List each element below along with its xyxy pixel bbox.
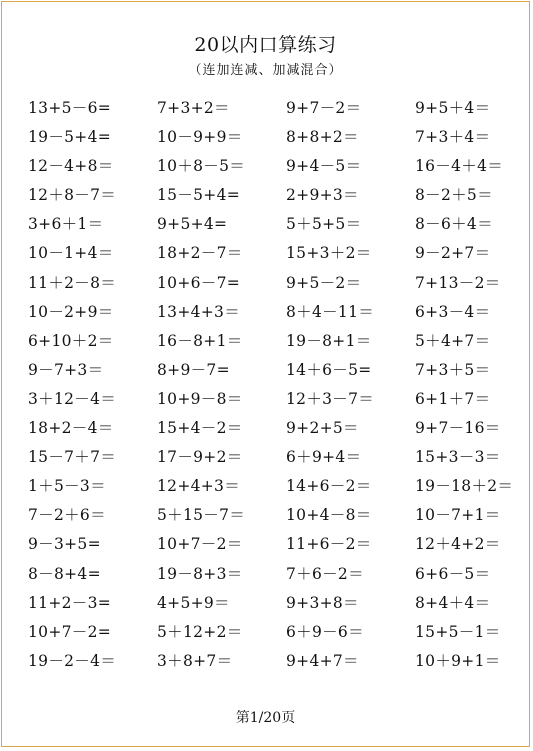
arithmetic-problem: 10－7+1＝ <box>415 506 501 525</box>
arithmetic-problem: 13+4+3＝ <box>157 302 241 321</box>
arithmetic-problem: 9+7－2＝ <box>286 99 362 117</box>
arithmetic-problem: 10－9+9＝ <box>157 128 243 147</box>
arithmetic-problem: 10+7－2＝ <box>157 535 243 554</box>
arithmetic-problem: 10+6－7= <box>157 273 241 292</box>
arithmetic-problem: 9+2+5＝ <box>286 419 359 438</box>
arithmetic-problem: 7+3＋5＝ <box>415 360 491 379</box>
arithmetic-problem: 8－2＋5＝ <box>415 186 493 205</box>
arithmetic-problem: 8－8+4= <box>28 564 101 583</box>
arithmetic-problem: 19－5+4= <box>28 128 112 147</box>
arithmetic-problem: 19－8+3＝ <box>157 564 243 583</box>
arithmetic-problem: 13+5－6= <box>28 99 112 117</box>
arithmetic-problem: 8+4＋4＝ <box>415 593 491 612</box>
arithmetic-problem: 19－18＋2＝ <box>415 477 514 496</box>
arithmetic-problem: 10+4－8＝ <box>286 506 372 525</box>
arithmetic-problem: 15+3＋2＝ <box>286 244 372 263</box>
arithmetic-problem: 6+3－4＝ <box>415 302 491 321</box>
arithmetic-problem: 10＋8－5＝ <box>157 157 246 176</box>
arithmetic-problem: 15－5+4= <box>157 186 241 205</box>
arithmetic-problem: 6+10＋2＝ <box>28 331 114 350</box>
arithmetic-problem: 15+4－2＝ <box>157 419 243 438</box>
arithmetic-problem: 12＋8－7＝ <box>28 186 117 205</box>
arithmetic-problem: 7+13－2＝ <box>415 273 501 292</box>
arithmetic-problem: 10＋9+1＝ <box>415 651 501 670</box>
arithmetic-problem: 14＋6－5= <box>286 360 372 379</box>
arithmetic-problem: 10+7－2= <box>28 622 112 641</box>
arithmetic-problem: 1＋5－3＝ <box>28 477 106 496</box>
arithmetic-problem: 19－2－4＝ <box>28 651 117 670</box>
arithmetic-problem: 15+3－3＝ <box>415 448 501 467</box>
arithmetic-problem: 8+8+2＝ <box>286 128 359 147</box>
arithmetic-problem: 10－1+4＝ <box>28 244 114 263</box>
arithmetic-problem: 5＋4+7＝ <box>415 331 491 350</box>
arithmetic-problem: 14+6－2＝ <box>286 477 372 496</box>
arithmetic-problem: 12+4+3＝ <box>157 477 241 496</box>
arithmetic-problem: 3＋12－4＝ <box>28 389 117 408</box>
arithmetic-problem: 8＋4－11＝ <box>286 302 375 321</box>
arithmetic-problem: 3＋8+7＝ <box>157 651 233 670</box>
arithmetic-problem: 17－9+2＝ <box>157 448 243 467</box>
arithmetic-problem: 5＋12+2＝ <box>157 622 243 641</box>
arithmetic-problem: 11＋2－8＝ <box>28 273 117 292</box>
arithmetic-problem: 10+9－8＝ <box>157 389 243 408</box>
arithmetic-problem: 9+4－5＝ <box>286 157 362 176</box>
problem-grid <box>28 94 518 676</box>
arithmetic-problem: 6+1＋7＝ <box>415 389 491 408</box>
page-number: 第1/20页 <box>235 710 296 726</box>
arithmetic-problem: 5＋5+5＝ <box>286 215 362 234</box>
arithmetic-problem: 12－4+8＝ <box>28 157 114 176</box>
arithmetic-problem: 8－6＋4＝ <box>415 215 493 234</box>
arithmetic-problem: 4+5+9＝ <box>157 593 230 612</box>
arithmetic-problem: 7+3＋4＝ <box>415 128 491 147</box>
arithmetic-problem: 15－7＋7＝ <box>28 448 117 467</box>
arithmetic-problem: 11+2－3= <box>28 593 112 612</box>
arithmetic-problem: 15+5－1＝ <box>415 622 501 641</box>
arithmetic-problem: 9+5－2＝ <box>286 273 362 292</box>
arithmetic-problem: 6＋9－6＝ <box>286 622 364 641</box>
arithmetic-problem: 12＋3－7＝ <box>286 389 375 408</box>
arithmetic-problem: 5＋15－7＝ <box>157 506 246 525</box>
page-title: 20以内口算练习 <box>194 34 337 56</box>
arithmetic-problem: 7+3+2＝ <box>157 99 230 117</box>
arithmetic-problem: 6＋9+4＝ <box>286 448 362 467</box>
arithmetic-problem: 8+9－7= <box>157 360 230 379</box>
arithmetic-problem: 2+9+3＝ <box>286 186 359 205</box>
arithmetic-problem: 9+7－16＝ <box>415 419 501 438</box>
arithmetic-problem: 16－8+1＝ <box>157 331 243 350</box>
page-subtitle: （连加连减、加减混合） <box>188 63 343 78</box>
arithmetic-problem: 18+2－7＝ <box>157 244 243 263</box>
arithmetic-problem: 7＋6－2＝ <box>286 564 364 583</box>
arithmetic-problem: 9－3+5= <box>28 535 101 554</box>
arithmetic-problem: 9+5＋4＝ <box>415 99 491 117</box>
arithmetic-problem: 9－7+3＝ <box>28 360 104 379</box>
arithmetic-problem: 16－4＋4＝ <box>415 157 504 176</box>
arithmetic-problem: 19－8+1＝ <box>286 331 372 350</box>
arithmetic-problem: 11+6－2＝ <box>286 535 372 554</box>
arithmetic-problem: 9+3+8＝ <box>286 593 359 612</box>
arithmetic-problem: 9－2+7＝ <box>415 244 491 263</box>
arithmetic-problem: 9+5+4= <box>157 215 228 234</box>
arithmetic-problem: 9+4+7＝ <box>286 651 359 670</box>
arithmetic-problem: 3+6＋1＝ <box>28 215 104 234</box>
arithmetic-problem: 6+6－5＝ <box>415 564 491 583</box>
arithmetic-problem: 12＋4+2＝ <box>415 535 501 554</box>
arithmetic-problem: 10－2+9＝ <box>28 302 114 321</box>
arithmetic-problem: 18+2－4＝ <box>28 419 114 438</box>
arithmetic-problem: 7－2＋6＝ <box>28 506 106 525</box>
worksheet-page <box>1 1 530 747</box>
